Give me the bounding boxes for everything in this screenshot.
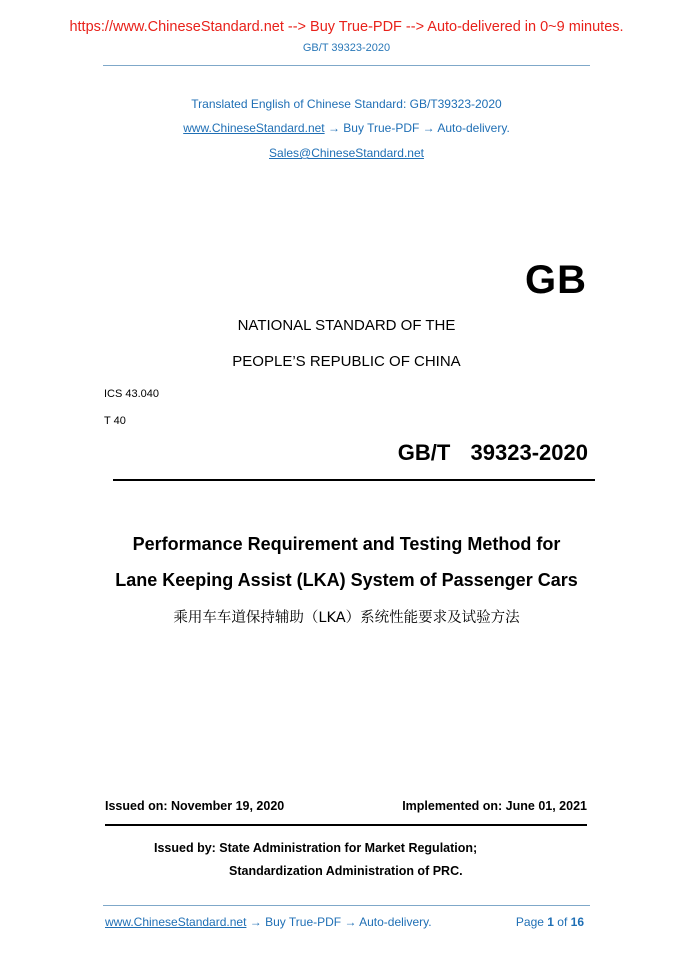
header-doc-code: GB/T 39323-2020 — [302, 42, 391, 54]
implemented-on-date: Implemented on: June 01, 2021 — [402, 799, 587, 813]
page-indicator — [516, 915, 584, 929]
issued-by-line2: Standardization Administration of PRC. — [229, 864, 463, 878]
ics-code: ICS 43.040 — [104, 388, 160, 400]
title-chinese: 乘用车车道保持辅助（LKA）系统性能要求及试验方法 — [173, 610, 520, 626]
sales-email-line — [0, 146, 693, 160]
title-english-line1: Performance Requirement and Testing Method for — [132, 534, 561, 554]
footer-divider — [103, 905, 590, 906]
standard-number: GB/T 39323-2020 — [397, 440, 588, 465]
chinesestandard-link[interactable]: www.ChineseStandard.net — [183, 121, 325, 135]
title-divider — [113, 479, 595, 481]
translation-link-line — [0, 121, 693, 135]
title-english-line2: Lane Keeping Assist (LKA) System of Passenger Cars — [115, 570, 578, 590]
footer-buy-note: → Buy True-PDF → Auto-delivery. — [246, 915, 432, 929]
header-divider — [103, 65, 590, 66]
page-label: Page — [515, 915, 548, 929]
page-number: 1 — [547, 915, 554, 929]
sales-email-link[interactable]: Sales@ChineseStandard.net — [269, 146, 424, 160]
page-total: 16 — [570, 915, 584, 929]
issued-by-line1: Issued by: State Administration for Market Regulation; — [154, 841, 478, 855]
buy-note: → Buy True-PDF → Auto-delivery. — [324, 121, 510, 135]
dates-divider — [105, 824, 587, 826]
top-banner[interactable]: https://www.ChineseStandard.net --> Buy True-PDF --> Auto-delivered in 0~9 minutes. — [69, 19, 624, 35]
national-standard-line2: PEOPLE’S REPUBLIC OF CHINA — [232, 353, 461, 370]
translation-note: Translated English of Chinese Standard: GB/T39323-2020 — [191, 97, 502, 111]
national-standard-line1: NATIONAL STANDARD OF THE — [237, 317, 456, 334]
of-label: of — [553, 915, 571, 929]
gb-logo: GB — [525, 258, 587, 302]
footer-chinesestandard-link[interactable]: www.ChineseStandard.net — [105, 915, 247, 929]
t-code: T 40 — [104, 415, 126, 427]
issued-on-date: Issued on: November 19, 2020 — [105, 799, 285, 813]
footer-link-line — [105, 915, 432, 929]
